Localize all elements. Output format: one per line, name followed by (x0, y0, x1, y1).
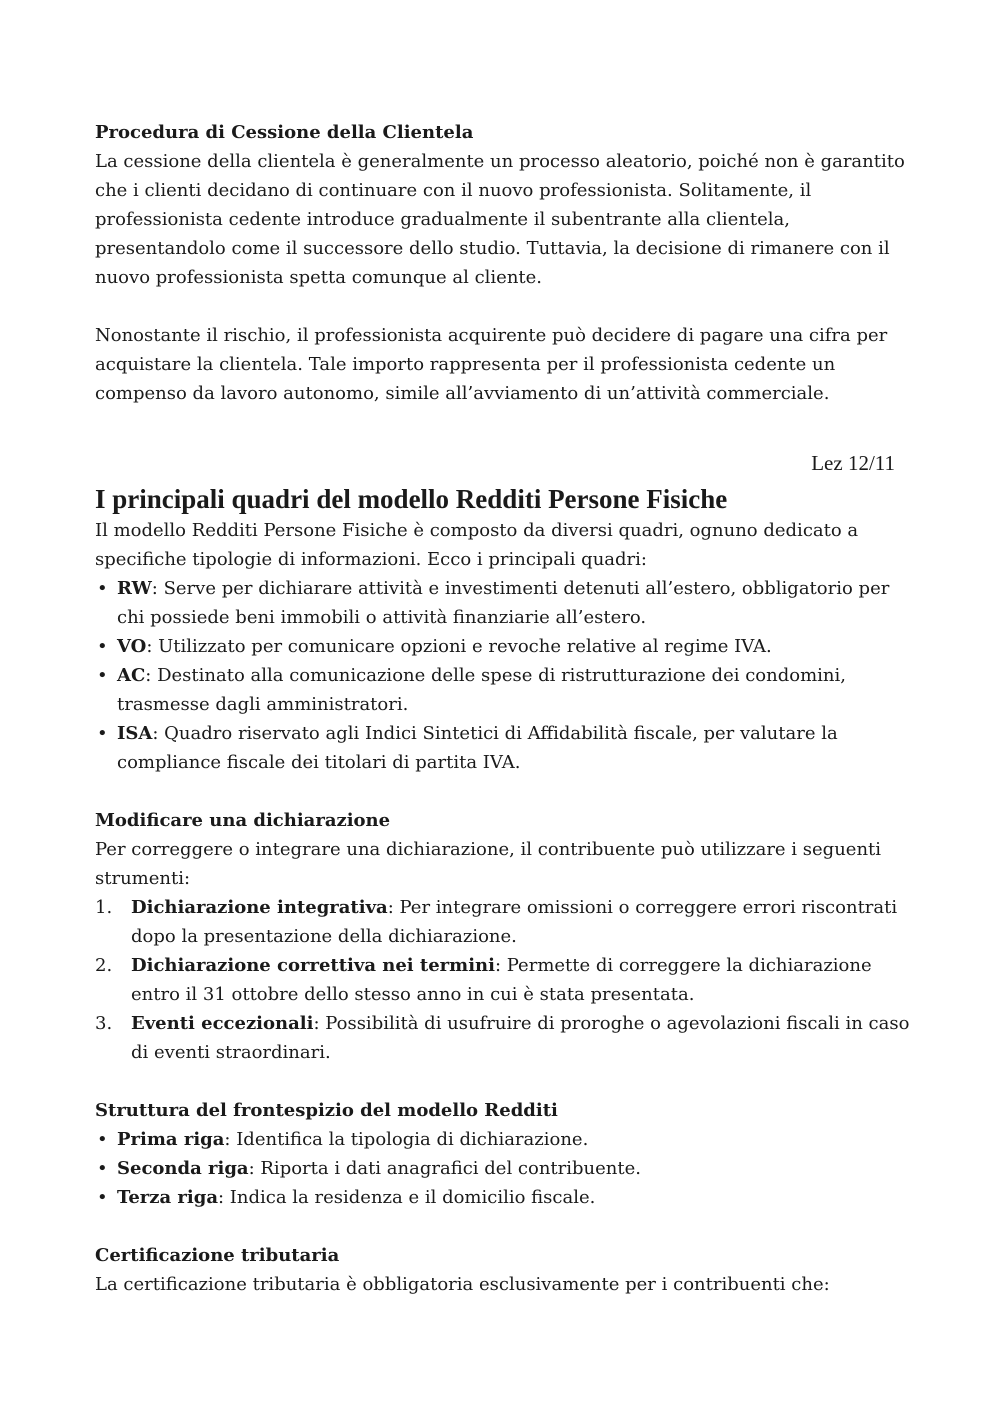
item-number: 3. (95, 1013, 113, 1034)
paragraph: Il modello Redditi Persone Fisiche è composto da diversi quadri, ognuno dedicato a specifiche tipologie di informazioni. Ecco i principali quadri: (95, 520, 859, 570)
list-item (95, 574, 915, 632)
section-heading: Struttura del frontespizio del modello Redditi (95, 1100, 558, 1121)
list-item (95, 893, 915, 951)
bullet-icon: • (97, 636, 108, 657)
list-item (95, 719, 915, 777)
paragraph: La cessione della clientela è generalmente un processo aleatorio, poiché non è garantito che i clienti decidano di continuare con il nuovo professionista. Solitamente, il professionista cedente introduce gradualmente il subentrante alla clientela, presentandolo come il successore dello studio. Tuttavia, la decisione di rimanere con il nuovo professionista spetta comunque al cliente. (95, 151, 905, 288)
item-term: Eventi eccezionali (131, 1013, 314, 1034)
item-term: ISA (117, 723, 153, 744)
list-item (95, 632, 915, 661)
item-term: Prima riga (117, 1129, 225, 1150)
item-text: : Quadro riservato agli Indici Sintetici di Affidabilità fiscale, per valutare la compliance fiscale dei titolari di partita IVA. (117, 723, 838, 773)
item-term: Dichiarazione correttiva nei termini (131, 955, 495, 976)
list-item (95, 661, 915, 719)
frontespizio-list (95, 1125, 915, 1212)
item-term: Terza riga (117, 1187, 218, 1208)
list-item (95, 1009, 915, 1067)
item-text: : Serve per dichiarare attività e investimenti detenuti all’estero, obbligatorio per chi possiede beni immobili o attività finanziarie all’estero. (117, 578, 890, 628)
bullet-icon: • (97, 665, 108, 686)
item-term: VO (117, 636, 147, 657)
section-heading: Procedura di Cessione della Clientela (95, 122, 474, 143)
item-term: RW (117, 578, 152, 599)
section-heading: Certificazione tributaria (95, 1245, 340, 1266)
strumenti-list (95, 893, 915, 1067)
paragraph: Per correggere o integrare una dichiarazione, il contribuente può utilizzare i seguenti strumenti: (95, 839, 882, 889)
item-text: : Possibilità di usufruire di proroghe o agevolazioni fiscali in caso di eventi straordinari. (131, 1013, 910, 1063)
paragraph: La certificazione tributaria è obbligatoria esclusivamente per i contribuenti che: (95, 1274, 830, 1295)
item-term: Dichiarazione integrativa (131, 897, 388, 918)
section-heading: Modificare una dichiarazione (95, 810, 391, 831)
item-text: : Destinato alla comunicazione delle spese di ristrutturazione dei condomini, trasmesse dagli amministratori. (117, 665, 846, 715)
item-number: 1. (95, 897, 113, 918)
document-page (95, 118, 915, 1299)
lecture-date-row (95, 448, 915, 482)
bullet-icon: • (97, 578, 108, 599)
lecture-date: Lez 12/11 (811, 451, 895, 475)
page-title: I principali quadri del modello Redditi Persone Fisiche (95, 484, 728, 514)
bullet-icon: • (97, 1129, 108, 1150)
item-text: : Indica la residenza e il domicilio fiscale. (218, 1187, 596, 1208)
list-item (95, 1154, 915, 1183)
bullet-icon: • (97, 1187, 108, 1208)
paragraph: Nonostante il rischio, il professionista acquirente può decidere di pagare una cifra per acquistare la clientela. Tale importo rappresenta per il professionista cedente un compenso da lavoro autonomo, simile all’avviamento di un’attività commerciale. (95, 325, 888, 404)
item-text: : Riporta i dati anagrafici del contribuente. (248, 1158, 641, 1179)
item-term: Seconda riga (117, 1158, 249, 1179)
bullet-icon: • (97, 1158, 108, 1179)
item-text: : Utilizzato per comunicare opzioni e revoche relative al regime IVA. (146, 636, 772, 657)
quadri-list (95, 574, 915, 777)
item-text: : Per integrare omissioni o correggere errori riscontrati dopo la presentazione della dichiarazione. (131, 897, 898, 947)
list-item (95, 951, 915, 1009)
list-item (95, 1183, 915, 1212)
item-number: 2. (95, 955, 113, 976)
item-term: AC (117, 665, 146, 686)
item-text: : Identifica la tipologia di dichiarazione. (224, 1129, 589, 1150)
list-item (95, 1125, 915, 1154)
bullet-icon: • (97, 723, 108, 744)
item-text: : Permette di correggere la dichiarazione entro il 31 ottobre dello stesso anno in cui è stata presentata. (131, 955, 872, 1005)
